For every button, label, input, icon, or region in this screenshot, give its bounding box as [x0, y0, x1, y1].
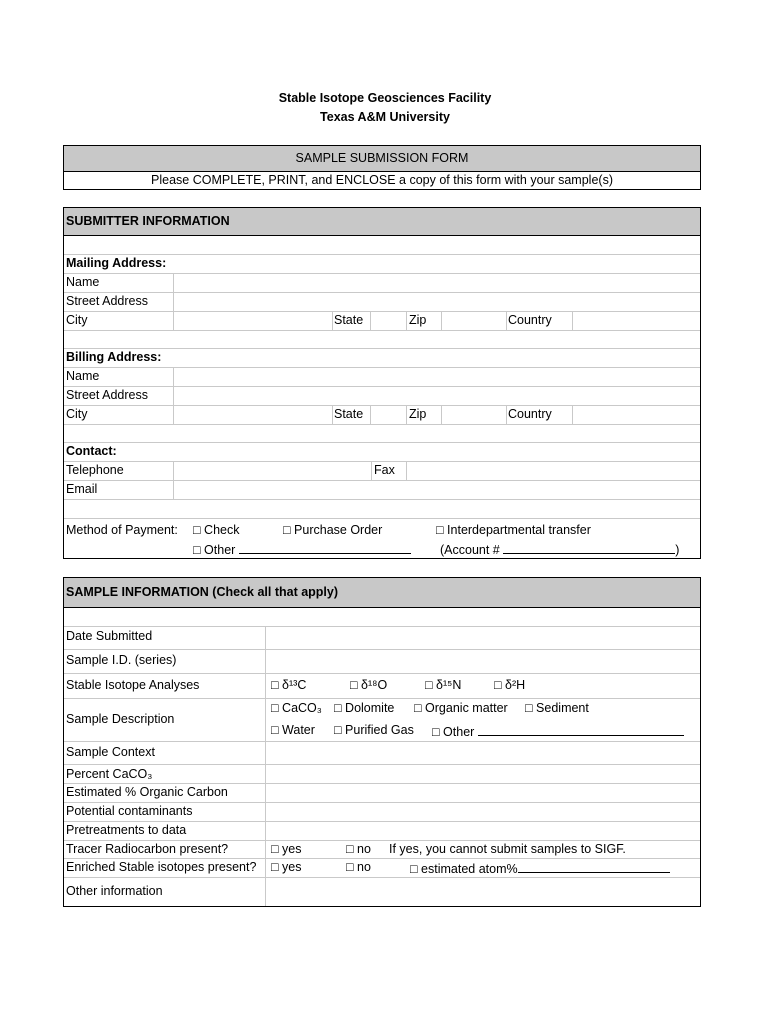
payment-po-label: Purchase Order: [294, 523, 383, 537]
mailing-state-label: State: [334, 313, 364, 327]
submitter-header: [64, 208, 700, 236]
row-line: [64, 840, 700, 841]
date-submitted-field[interactable]: [266, 627, 699, 649]
sample-section: [63, 577, 701, 907]
desc-caco3-label: CaCO₃: [282, 701, 322, 715]
billing-street-field[interactable]: [174, 387, 699, 405]
radiocarbon-label: Tracer Radiocarbon present?: [66, 842, 229, 856]
radiocarbon-note: If yes, you cannot submit samples to SIGF.: [389, 842, 626, 856]
checkbox-icon: □: [271, 723, 279, 737]
desc-gas-option[interactable]: [334, 723, 414, 738]
organic-carbon-label: Estimated % Organic Carbon: [66, 785, 228, 799]
desc-gas-label: Purified Gas: [345, 723, 414, 737]
divider: [406, 311, 407, 330]
sample-id-label: Sample I.D. (series): [66, 653, 177, 667]
contaminants-field[interactable]: [266, 803, 699, 821]
desc-organic-option[interactable]: [414, 701, 508, 716]
enriched-label: Enriched Stable isotopes present?: [66, 860, 257, 874]
billing-name-field[interactable]: [174, 368, 699, 386]
pretreatments-label: Pretreatments to data: [66, 823, 187, 837]
percent-caco3-label: Percent CaCO₃: [66, 767, 153, 781]
checkbox-icon: □: [350, 678, 358, 692]
account-open-label: (Account #: [440, 543, 500, 557]
billing-state-label: State: [334, 407, 364, 421]
atom-percent-label: estimated atom%: [421, 862, 518, 876]
payment-interdept-label: Interdepartmental transfer: [447, 523, 591, 537]
checkbox-icon: □: [271, 701, 279, 715]
checkbox-icon: □: [346, 860, 354, 874]
contact-heading: Contact:: [66, 444, 117, 458]
payment-label: Method of Payment:: [66, 523, 178, 537]
sample-heading: SAMPLE INFORMATION (Check all that apply): [66, 585, 339, 599]
row-line: [64, 499, 700, 500]
row-line: [64, 424, 700, 425]
iso-c-label: δ¹³C: [282, 678, 307, 692]
checkbox-icon: □: [334, 723, 342, 737]
divider: [332, 311, 333, 330]
billing-name-label: Name: [66, 369, 100, 383]
payment-interdept-option[interactable]: [436, 523, 591, 538]
mailing-state-field[interactable]: [371, 312, 406, 330]
radiocarbon-no-option[interactable]: [346, 842, 371, 857]
checkbox-icon: □: [432, 725, 440, 739]
checkbox-icon: □: [271, 860, 279, 874]
checkbox-icon: □: [193, 543, 201, 557]
enriched-yes-option[interactable]: [271, 860, 302, 875]
iso-o-option[interactable]: [350, 678, 387, 693]
desc-sediment-label: Sediment: [536, 701, 589, 715]
checkbox-icon: □: [283, 523, 291, 537]
form-instructions: Please COMPLETE, PRINT, and ENCLOSE a copy of this form with your sample(s): [151, 173, 613, 187]
row-line: [64, 254, 700, 255]
desc-dolomite-label: Dolomite: [345, 701, 395, 715]
iso-c-option[interactable]: [271, 678, 306, 693]
row-line: [64, 518, 700, 519]
row-line: [64, 348, 700, 349]
other-info-label: Other information: [66, 884, 163, 898]
iso-h-label: δ²H: [505, 678, 526, 692]
divider: [406, 405, 407, 424]
organic-carbon-field[interactable]: [266, 784, 699, 802]
enriched-no-option[interactable]: [346, 860, 371, 875]
submitter-heading: SUBMITTER INFORMATION: [66, 214, 230, 228]
atom-percent-option[interactable]: [410, 860, 670, 877]
enriched-no-label: no: [357, 860, 371, 874]
checkbox-icon: □: [334, 701, 342, 715]
mailing-country-label: Country: [508, 313, 552, 327]
description-label: Sample Description: [66, 712, 175, 726]
mailing-city-label: City: [66, 313, 88, 327]
context-field[interactable]: [266, 742, 699, 764]
checkbox-icon: □: [436, 523, 444, 537]
pretreatments-field[interactable]: [266, 822, 699, 840]
billing-heading: Billing Address:: [66, 350, 162, 364]
checkbox-icon: □: [525, 701, 533, 715]
mailing-country-field[interactable]: [573, 312, 699, 330]
billing-country-field[interactable]: [573, 406, 699, 424]
mailing-street-field[interactable]: [174, 293, 699, 311]
sample-id-field[interactable]: [266, 650, 699, 673]
desc-water-option[interactable]: [271, 723, 315, 738]
payment-other-blank[interactable]: [239, 541, 411, 554]
other-info-field[interactable]: [266, 878, 699, 905]
checkbox-icon: □: [494, 678, 502, 692]
divider: [371, 461, 372, 480]
billing-zip-field[interactable]: [442, 406, 506, 424]
row-line: [64, 698, 700, 699]
payment-other-option[interactable]: [193, 541, 411, 558]
checkbox-icon: □: [271, 678, 279, 692]
fax-label: Fax: [374, 463, 395, 477]
divider: [506, 311, 507, 330]
billing-state-field[interactable]: [371, 406, 406, 424]
contaminants-label: Potential contaminants: [66, 804, 193, 818]
billing-street-label: Street Address: [66, 388, 148, 402]
desc-water-label: Water: [282, 723, 315, 737]
desc-dolomite-option[interactable]: [334, 701, 394, 716]
form-title: SAMPLE SUBMISSION FORM: [64, 146, 700, 172]
account-number-blank[interactable]: [503, 541, 675, 554]
payment-check-label: Check: [204, 523, 240, 537]
mailing-zip-label: Zip: [409, 313, 427, 327]
mailing-street-label: Street Address: [66, 294, 148, 308]
row-line: [64, 858, 700, 859]
telephone-field[interactable]: [174, 462, 371, 480]
account-close-label: ): [675, 543, 680, 557]
telephone-label: Telephone: [66, 463, 124, 477]
iso-h-option[interactable]: [494, 678, 525, 693]
checkbox-icon: □: [271, 842, 279, 856]
checkbox-icon: □: [346, 842, 354, 856]
email-field[interactable]: [174, 481, 699, 499]
submitter-section: [63, 207, 701, 559]
analyses-label: Stable Isotope Analyses: [66, 678, 200, 692]
desc-caco3-option[interactable]: [271, 701, 322, 716]
row-line: [64, 673, 700, 674]
enriched-yes-label: yes: [282, 860, 302, 874]
checkbox-icon: □: [193, 523, 201, 537]
iso-n-label: δ¹⁵N: [436, 678, 462, 692]
date-submitted-label: Date Submitted: [66, 629, 153, 643]
account-number: [440, 541, 679, 558]
university-title: Texas A&M University: [320, 110, 450, 124]
payment-other-label: Other: [204, 543, 236, 557]
divider: [506, 405, 507, 424]
billing-city-field[interactable]: [174, 406, 332, 424]
checkbox-icon: □: [425, 678, 433, 692]
desc-sediment-option[interactable]: [525, 701, 589, 716]
radiocarbon-yes-option[interactable]: [271, 842, 302, 857]
desc-other-option[interactable]: [432, 723, 684, 740]
mailing-name-label: Name: [66, 275, 100, 289]
row-line: [64, 330, 700, 331]
email-label: Email: [66, 482, 98, 496]
divider: [332, 405, 333, 424]
context-label: Sample Context: [66, 745, 155, 759]
desc-organic-label: Organic matter: [425, 701, 508, 715]
checkbox-icon: □: [410, 862, 418, 876]
sample-header: [64, 578, 700, 608]
checkbox-icon: □: [414, 701, 422, 715]
mailing-heading: Mailing Address:: [66, 256, 167, 270]
fax-field[interactable]: [407, 462, 699, 480]
iso-o-label: δ¹⁸O: [361, 678, 388, 692]
form-title-box: [63, 145, 701, 190]
facility-title: Stable Isotope Geosciences Facility: [278, 91, 492, 105]
mailing-name-field[interactable]: [174, 274, 699, 292]
desc-other-blank[interactable]: [478, 723, 684, 736]
payment-po-option[interactable]: [283, 523, 382, 538]
percent-caco3-field[interactable]: [266, 765, 699, 783]
mailing-city-field[interactable]: [174, 312, 332, 330]
payment-check-option[interactable]: [193, 523, 239, 538]
radiocarbon-no-label: no: [357, 842, 371, 856]
atom-percent-blank[interactable]: [518, 860, 670, 873]
mailing-zip-field[interactable]: [442, 312, 506, 330]
desc-other-label: Other: [443, 725, 475, 739]
radiocarbon-yes-label: yes: [282, 842, 302, 856]
iso-n-option[interactable]: [425, 678, 461, 693]
billing-country-label: Country: [508, 407, 552, 421]
row-line: [64, 442, 700, 443]
billing-city-label: City: [66, 407, 88, 421]
billing-zip-label: Zip: [409, 407, 427, 421]
